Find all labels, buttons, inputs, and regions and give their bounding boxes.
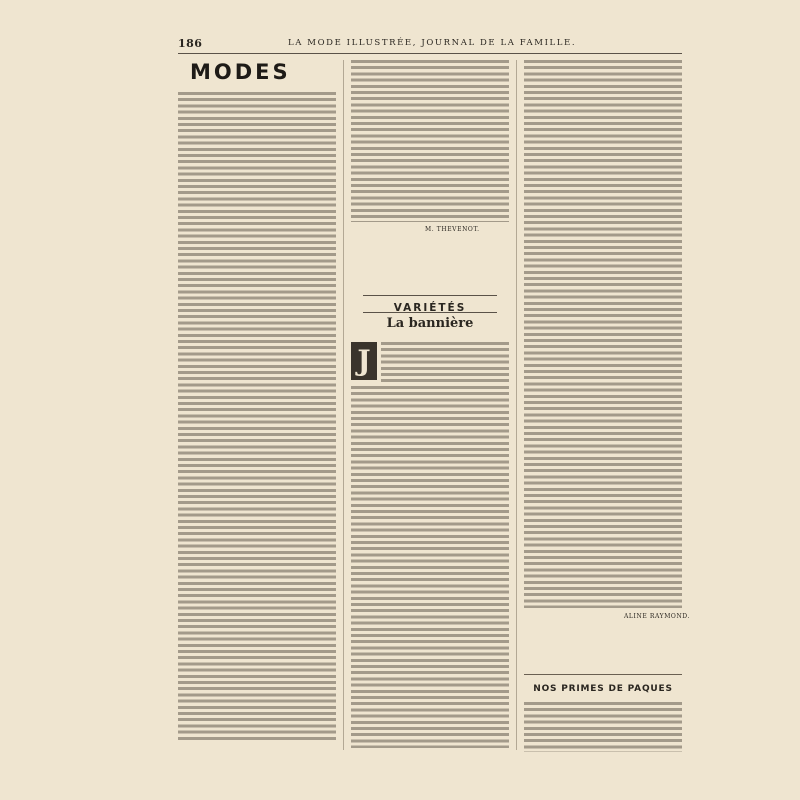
fashion-body-continued	[351, 60, 509, 222]
fashion-signature: M. THEVENOT.	[425, 226, 480, 233]
primes-heading: NOS PRIMES DE PAQUES	[533, 684, 673, 694]
varietes-heading: VARIÉTÉS	[393, 302, 467, 314]
primes-rule	[524, 674, 682, 675]
story-signature: ALINE RAYMOND.	[624, 613, 691, 620]
varietes-banner	[363, 295, 497, 313]
column-divider	[516, 60, 517, 750]
story-body-text	[351, 386, 509, 748]
story-title: La bannière	[386, 316, 474, 331]
story-body-continued	[524, 60, 682, 608]
modes-body-text	[178, 92, 336, 742]
primes-body-text	[524, 702, 682, 752]
drop-cap: J	[351, 342, 377, 380]
story-opening-text	[381, 342, 509, 382]
page-header	[178, 37, 682, 51]
column-divider	[343, 60, 344, 750]
header-rule	[178, 53, 682, 54]
running-title: LA MODE ILLUSTRÉE, JOURNAL DE LA FAMILLE.	[288, 38, 577, 48]
modes-heading: MODES	[190, 60, 291, 84]
page-number: 186	[178, 37, 203, 50]
